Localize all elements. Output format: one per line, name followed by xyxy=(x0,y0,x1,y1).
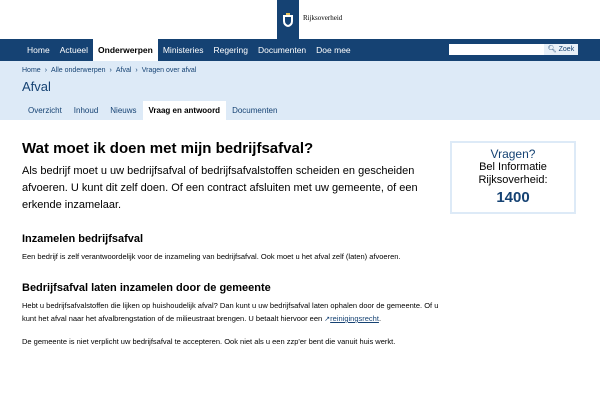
section-tabs xyxy=(22,101,283,120)
search-button-label: Zoek xyxy=(558,46,575,53)
logo[interactable] xyxy=(277,0,299,39)
heading-gemeente: Bedrijfsafval laten inzamelen door de gemeente xyxy=(22,282,271,294)
paragraph-inzamelen: Een bedrijf is zelf verantwoordelijk voor de inzameling van bedrijfsafval. Ook moet u het afval zelf (laten) afvoeren. xyxy=(22,252,401,261)
breadcrumb-separator: › xyxy=(135,67,138,74)
tab-inhoud[interactable]: Inhoud xyxy=(73,106,99,115)
tab-documenten[interactable]: Documenten xyxy=(232,106,278,115)
paragraph-gemeente xyxy=(22,299,442,326)
nav-item-onderwerpen[interactable]: Onderwerpen xyxy=(93,39,158,61)
logo-text: Rijksoverheid xyxy=(303,14,343,22)
breadcrumb-alle-onderwerpen[interactable]: Alle onderwerpen xyxy=(51,67,106,74)
nav-item-documenten[interactable]: Documenten xyxy=(257,45,307,55)
contact-title: Vragen? xyxy=(490,147,536,161)
reinigingsrecht-link[interactable]: reinigingsrecht xyxy=(330,314,379,323)
article xyxy=(22,120,442,348)
contact-box xyxy=(450,141,576,214)
heading-inzamelen: Inzamelen bedrijfsafval xyxy=(22,233,144,245)
nav-item-home[interactable]: Home xyxy=(27,45,50,55)
coat-of-arms-icon xyxy=(281,12,295,28)
breadcrumb xyxy=(22,67,196,74)
breadcrumb-separator: › xyxy=(44,67,48,74)
tab-vraag-en-antwoord[interactable]: Vraag en antwoord xyxy=(143,101,227,120)
search-button[interactable] xyxy=(544,44,578,55)
external-link-icon: ↗ xyxy=(324,316,331,323)
page-header-area xyxy=(0,61,600,120)
tab-nieuws[interactable]: Nieuws xyxy=(110,106,137,115)
breadcrumb-vragen-over-afval[interactable]: Vragen over afval xyxy=(141,67,197,74)
logo-bar xyxy=(0,0,600,39)
tab-overzicht[interactable]: Overzicht xyxy=(28,106,62,115)
page-title: Wat moet ik doen met mijn bedrijfsafval? xyxy=(22,140,314,157)
breadcrumb-separator: › xyxy=(109,67,112,74)
contact-number[interactable]: 1400 xyxy=(496,189,530,206)
paragraph-gemeente-end: . xyxy=(378,314,382,323)
search-input[interactable] xyxy=(449,44,544,55)
article-intro: Als bedrijf moet u uw bedrijfsafval of bedrijfsafvalstoffen scheiden en gescheiden afvoeren. U kunt dit zelf doen. Of een contract afsluiten met uw gemeente, of een erkende inzamelaar. xyxy=(22,165,418,211)
contact-line-2: Rijksoverheid: xyxy=(478,174,548,186)
contact-line-1: Bel Informatie xyxy=(479,161,547,173)
nav-item-actueel[interactable]: Actueel xyxy=(59,45,89,55)
magnifier-icon: 🔍︎ xyxy=(547,46,557,53)
main-navigation xyxy=(0,39,600,61)
nav-item-ministeries[interactable]: Ministeries xyxy=(162,45,204,55)
section-title: Afval xyxy=(22,79,51,94)
nav-item-regering[interactable]: Regering xyxy=(213,45,248,55)
nav-item-doe-mee[interactable]: Doe mee xyxy=(316,45,351,55)
breadcrumb-home[interactable]: Home xyxy=(22,67,41,74)
paragraph-zzp: De gemeente is niet verplicht uw bedrijfsafval te accepteren. Ook niet als u een zzp'er bent die vanuit huis werkt. xyxy=(22,337,396,346)
breadcrumb-afval[interactable]: Afval xyxy=(115,67,132,74)
paragraph-gemeente-text: Hebt u bedrijfsafvalstoffen die lijken op huishoudelijk afval? Dan kunt u uw bedrijfsafval laten ophalen door de gemeente. Of u kunt het afval naar het afvalbrengstation of de milieustraat brengen. U betaalt hiervoor een xyxy=(22,301,439,323)
